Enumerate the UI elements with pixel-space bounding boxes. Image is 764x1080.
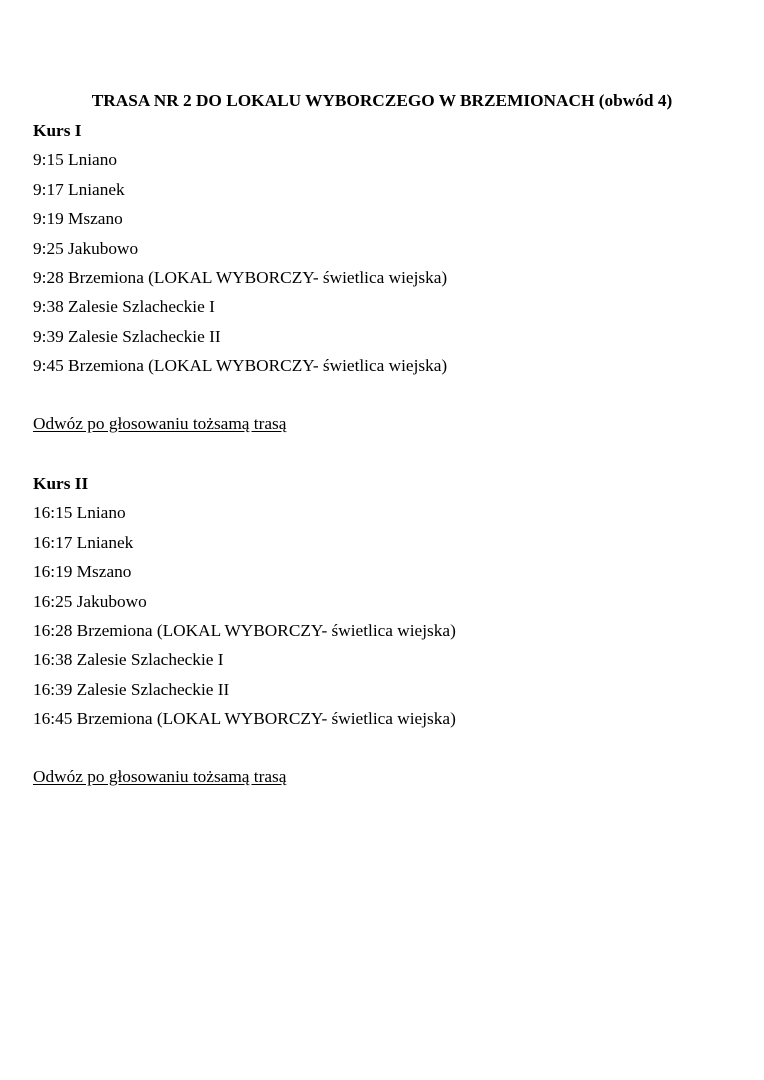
schedule-stop: 16:39 Zalesie Szlacheckie II bbox=[33, 679, 230, 699]
course-heading: Kurs I bbox=[33, 121, 82, 140]
schedule-stop: 9:15 Lniano bbox=[33, 150, 117, 170]
schedule-stop: 9:25 Jakubowo bbox=[33, 238, 139, 258]
schedule-stop: 9:17 Lnianek bbox=[33, 179, 125, 199]
schedule-stop: 16:38 Zalesie Szlacheckie I bbox=[33, 650, 224, 670]
schedule-stop: 16:45 Brzemiona (LOKAL WYBORCZY- świetlica wiejska) bbox=[33, 709, 456, 729]
return-note: Odwóz po głosowaniu tożsamą trasą bbox=[33, 414, 287, 433]
schedule-stop: 16:15 Lniano bbox=[33, 503, 126, 523]
schedule-stop: 9:39 Zalesie Szlacheckie II bbox=[33, 326, 221, 346]
schedule-stop: 9:38 Zalesie Szlacheckie I bbox=[33, 297, 215, 317]
schedule-stop: 16:28 Brzemiona (LOKAL WYBORCZY- świetlica wiejska) bbox=[33, 620, 456, 640]
return-note: Odwóz po głosowaniu tożsamą trasą bbox=[33, 767, 287, 786]
course-heading: Kurs II bbox=[33, 474, 89, 493]
course-section-2 bbox=[33, 469, 733, 734]
schedule-stop: 16:17 Lnianek bbox=[33, 532, 134, 552]
document-title: TRASA NR 2 DO LOKALU WYBORCZEGO W BRZEMIONACH (obwód 4) bbox=[91, 91, 673, 110]
schedule-stop: 16:19 Mszano bbox=[33, 562, 132, 582]
schedule-stop: 9:45 Brzemiona (LOKAL WYBORCZY- świetlica wiejska) bbox=[33, 356, 448, 376]
schedule-stop: 9:28 Brzemiona (LOKAL WYBORCZY- świetlica wiejska) bbox=[33, 267, 448, 287]
course-section-1 bbox=[33, 116, 733, 381]
schedule-stop: 9:19 Mszano bbox=[33, 209, 123, 229]
schedule-stop: 16:25 Jakubowo bbox=[33, 591, 147, 611]
